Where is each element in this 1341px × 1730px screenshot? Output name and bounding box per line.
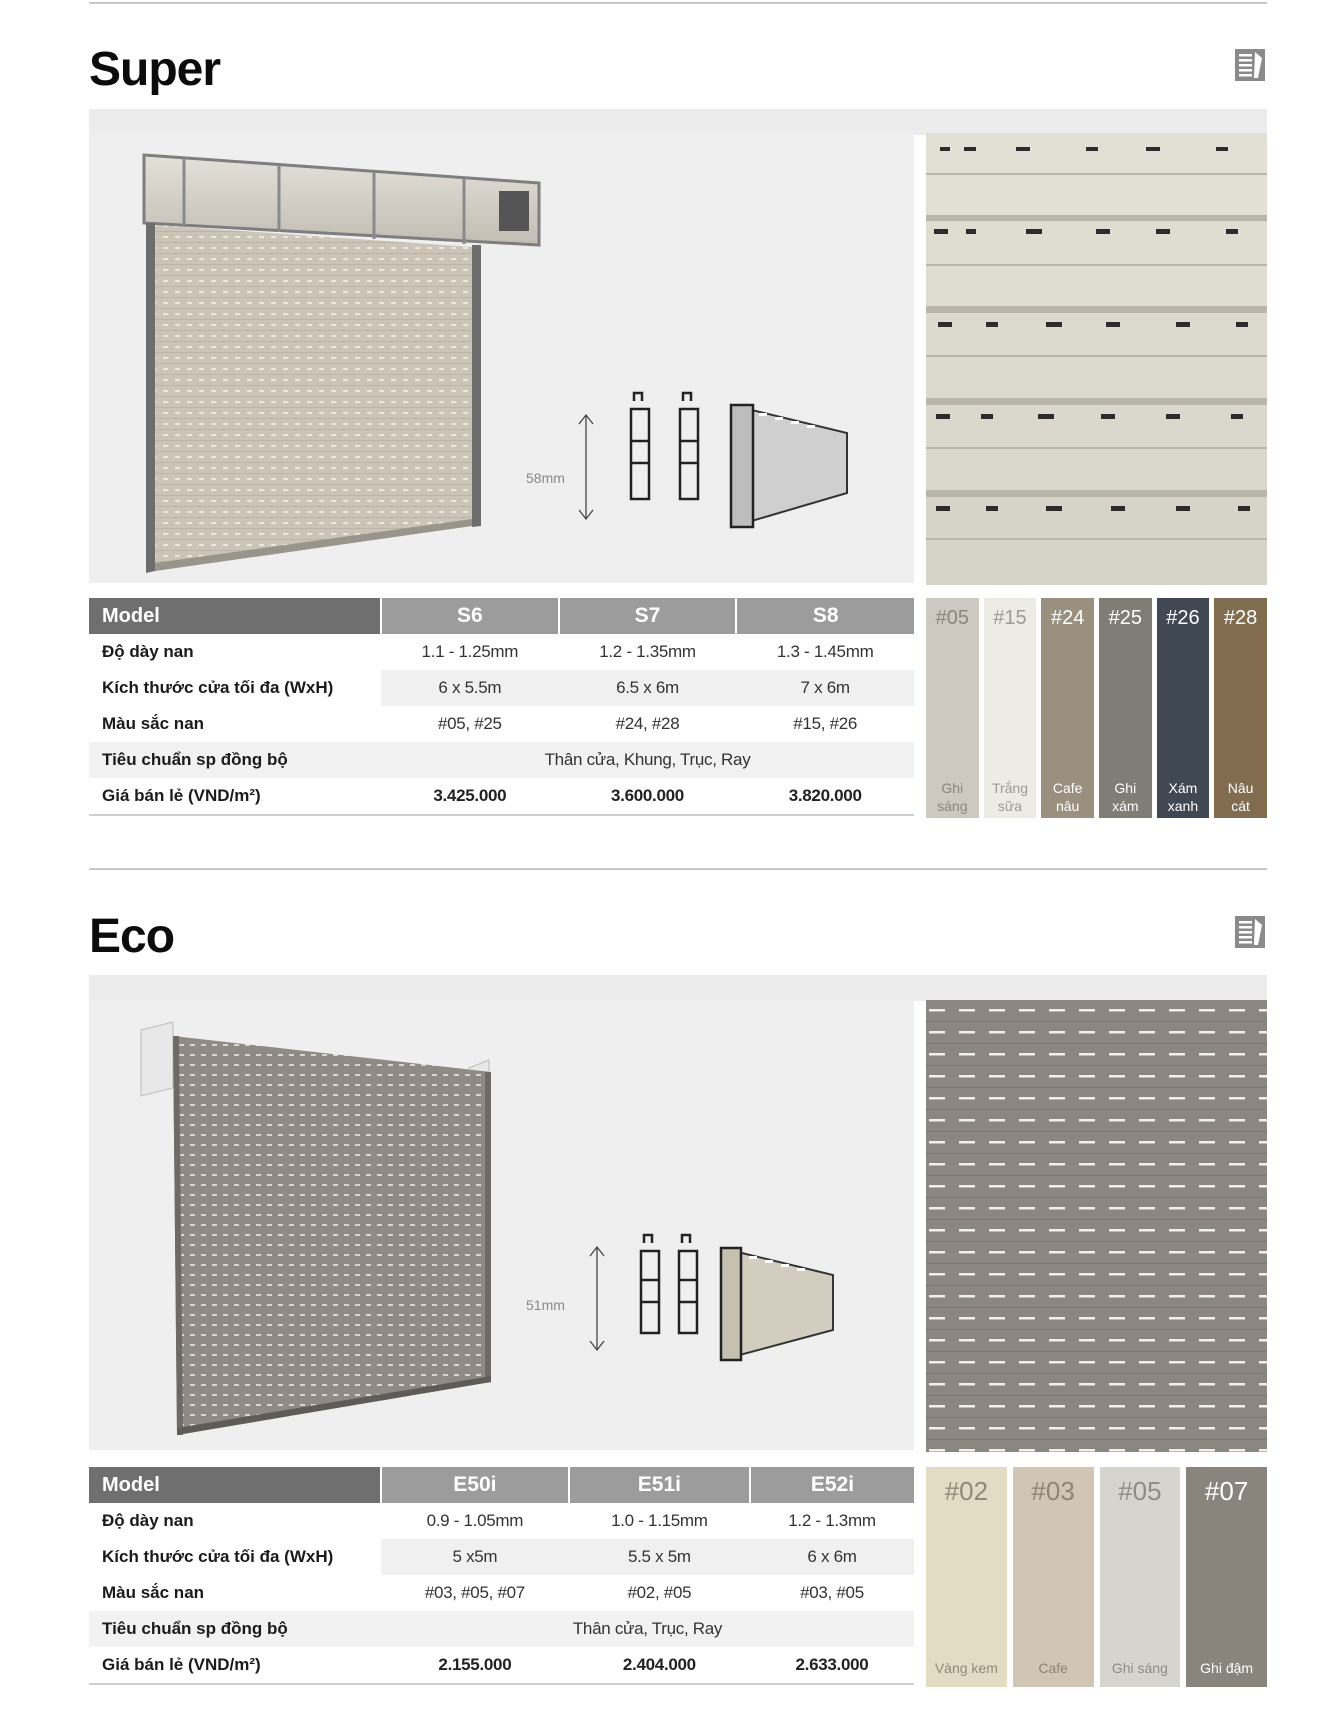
swatch-name — [926, 779, 979, 815]
color-swatch — [984, 598, 1037, 818]
price-cell: 2.633.000 — [750, 1647, 914, 1684]
cell: #15, #26 — [793, 714, 858, 733]
color-swatch — [1099, 598, 1152, 818]
swatch-name-line: xám — [1112, 798, 1139, 814]
eco-color-swatches — [926, 1467, 1267, 1687]
row-label: Độ dày nan — [102, 1511, 194, 1530]
cell: #03, #05, #07 — [424, 1583, 525, 1602]
hero-band — [89, 975, 1267, 1001]
color-swatch — [926, 1467, 1007, 1687]
hero-band — [89, 109, 1267, 135]
table-header-row — [89, 1467, 914, 1503]
price-cell: 3.600.000 — [559, 778, 737, 815]
swatch-name-line: Trắng — [991, 780, 1029, 796]
super-spec-table — [89, 598, 914, 816]
table-row — [89, 1647, 914, 1684]
row-label: Kích thước cửa tối đa (WxH) — [89, 1539, 381, 1575]
swatch-name-line: xanh — [1167, 798, 1199, 814]
row-label: Tiêu chuẩn sp đồng bộ — [89, 1611, 381, 1647]
table-row — [89, 670, 914, 706]
table-row — [89, 706, 914, 742]
slat-height-label: 51mm — [526, 1297, 565, 1313]
cell: 5 x5m — [381, 1539, 569, 1575]
cell: 0.9 - 1.05mm — [426, 1511, 524, 1530]
price-cell: 3.820.000 — [736, 778, 914, 815]
cell: #24, #28 — [615, 714, 680, 733]
swatch-code: #05 — [935, 607, 970, 629]
swatch-code: #25 — [1108, 607, 1142, 629]
roller-shutter-illustration — [89, 1000, 914, 1450]
swatch-name-line: cát — [1231, 798, 1250, 814]
eco-spec-table — [89, 1467, 914, 1685]
swatch-name-line: sữa — [997, 798, 1023, 814]
header-e52i: E52i — [750, 1467, 914, 1503]
cell: #05, #25 — [437, 714, 502, 733]
swatch-name — [1013, 1659, 1094, 1677]
swatch-code: #28 — [1223, 607, 1258, 629]
row-label: Độ dày nan — [102, 642, 194, 661]
swatch-name-line: Xám — [1168, 780, 1198, 796]
header-model: Model — [89, 598, 381, 634]
swatch-name — [1100, 1659, 1181, 1677]
cell: #02, #05 — [627, 1583, 692, 1602]
table-row — [89, 778, 914, 815]
swatch-name-line: Ghi đậm — [1200, 1660, 1254, 1676]
swatch-code: #03 — [1031, 1476, 1075, 1506]
swatch-code: #24 — [1050, 607, 1085, 629]
swatch-name — [1041, 779, 1094, 815]
cell: 1.2 - 1.3mm — [788, 1511, 876, 1530]
eco-slat-texture — [926, 1000, 1267, 1452]
cell: Thân cửa, Trục, Ray — [381, 1611, 914, 1647]
cell: 1.1 - 1.25mm — [421, 642, 519, 661]
document-icon[interactable] — [1234, 915, 1266, 949]
swatch-name-line: Cafe — [1038, 1660, 1068, 1676]
section-title-super: Super — [89, 43, 221, 96]
super-slat-texture — [926, 133, 1267, 585]
header-e51i: E51i — [569, 1467, 750, 1503]
swatch-code: #26 — [1166, 607, 1200, 629]
header-e50i: E50i — [381, 1467, 569, 1503]
swatch-name-line: Vàng kem — [934, 1660, 998, 1676]
swatch-name-line: Nâu — [1227, 780, 1254, 796]
section-divider — [89, 868, 1267, 870]
row-label: Tiêu chuẩn sp đồng bộ — [89, 742, 381, 778]
document-icon[interactable] — [1234, 48, 1266, 82]
super-product-image — [89, 133, 914, 583]
swatch-name-line: nâu — [1055, 798, 1080, 814]
cell: 6 x 6m — [750, 1539, 914, 1575]
header-model: Model — [89, 1467, 381, 1503]
table-row — [89, 1611, 914, 1647]
row-label: Màu sắc nan — [102, 1583, 205, 1602]
swatch-name — [984, 779, 1037, 815]
cell: 1.0 - 1.15mm — [611, 1511, 708, 1530]
price-cell: 2.404.000 — [569, 1647, 750, 1684]
swatch-code: #15 — [993, 607, 1027, 629]
cell: 1.2 - 1.35mm — [599, 642, 696, 661]
slat-texture-image — [926, 133, 1267, 585]
table-row — [89, 1503, 914, 1539]
color-swatch — [1013, 1467, 1094, 1687]
swatch-name-line: sáng — [937, 798, 968, 814]
swatch-name-line: Cafe — [1052, 780, 1083, 796]
cell: 6 x 5.5m — [381, 670, 559, 706]
color-swatch — [926, 598, 979, 818]
cell: Thân cửa, Khung, Trục, Ray — [381, 742, 914, 778]
table-header-row — [89, 598, 914, 634]
color-swatch — [1157, 598, 1210, 818]
eco-product-image — [89, 1000, 914, 1450]
swatch-name — [1157, 779, 1210, 815]
table-row — [89, 1539, 914, 1575]
swatch-code: #05 — [1118, 1476, 1162, 1506]
swatch-code: #07 — [1204, 1476, 1249, 1506]
cell: 1.3 - 1.45mm — [776, 642, 874, 661]
swatch-name — [1186, 1659, 1267, 1677]
section-title-eco: Eco — [89, 910, 175, 963]
header-s6: S6 — [381, 598, 559, 634]
color-swatch — [1100, 1467, 1181, 1687]
super-color-swatches — [926, 598, 1267, 818]
swatch-name — [1214, 779, 1267, 815]
header-s8: S8 — [736, 598, 914, 634]
table-row — [89, 634, 914, 670]
row-label: Màu sắc nan — [102, 714, 205, 733]
color-swatch — [1214, 598, 1267, 818]
swatch-code: #02 — [944, 1476, 989, 1506]
swatch-name-line: Ghi — [1114, 780, 1137, 796]
slat-height-label: 58mm — [526, 470, 565, 486]
price-cell: 3.425.000 — [381, 778, 559, 815]
row-label: Kích thước cửa tối đa (WxH) — [89, 670, 381, 706]
row-label: Giá bán lẻ (VND/m²) — [89, 778, 381, 815]
price-cell: 2.155.000 — [381, 1647, 569, 1684]
table-row — [89, 1575, 914, 1611]
cell: #03, #05 — [800, 1583, 864, 1602]
top-divider — [89, 2, 1267, 4]
row-label: Giá bán lẻ (VND/m²) — [89, 1647, 381, 1684]
header-s7: S7 — [559, 598, 737, 634]
cell: 7 x 6m — [736, 670, 914, 706]
cell: 6.5 x 6m — [559, 670, 737, 706]
color-swatch — [1186, 1467, 1267, 1687]
roller-shutter-illustration — [89, 133, 914, 583]
slat-texture-image — [926, 1000, 1267, 1452]
swatch-name-line: Ghi sáng — [1111, 1660, 1168, 1676]
swatch-name — [1099, 779, 1152, 815]
swatch-name-line: Ghi — [941, 780, 964, 796]
cell: 5.5 x 5m — [569, 1539, 750, 1575]
table-row — [89, 742, 914, 778]
swatch-name — [926, 1659, 1007, 1677]
color-swatch — [1041, 598, 1094, 818]
